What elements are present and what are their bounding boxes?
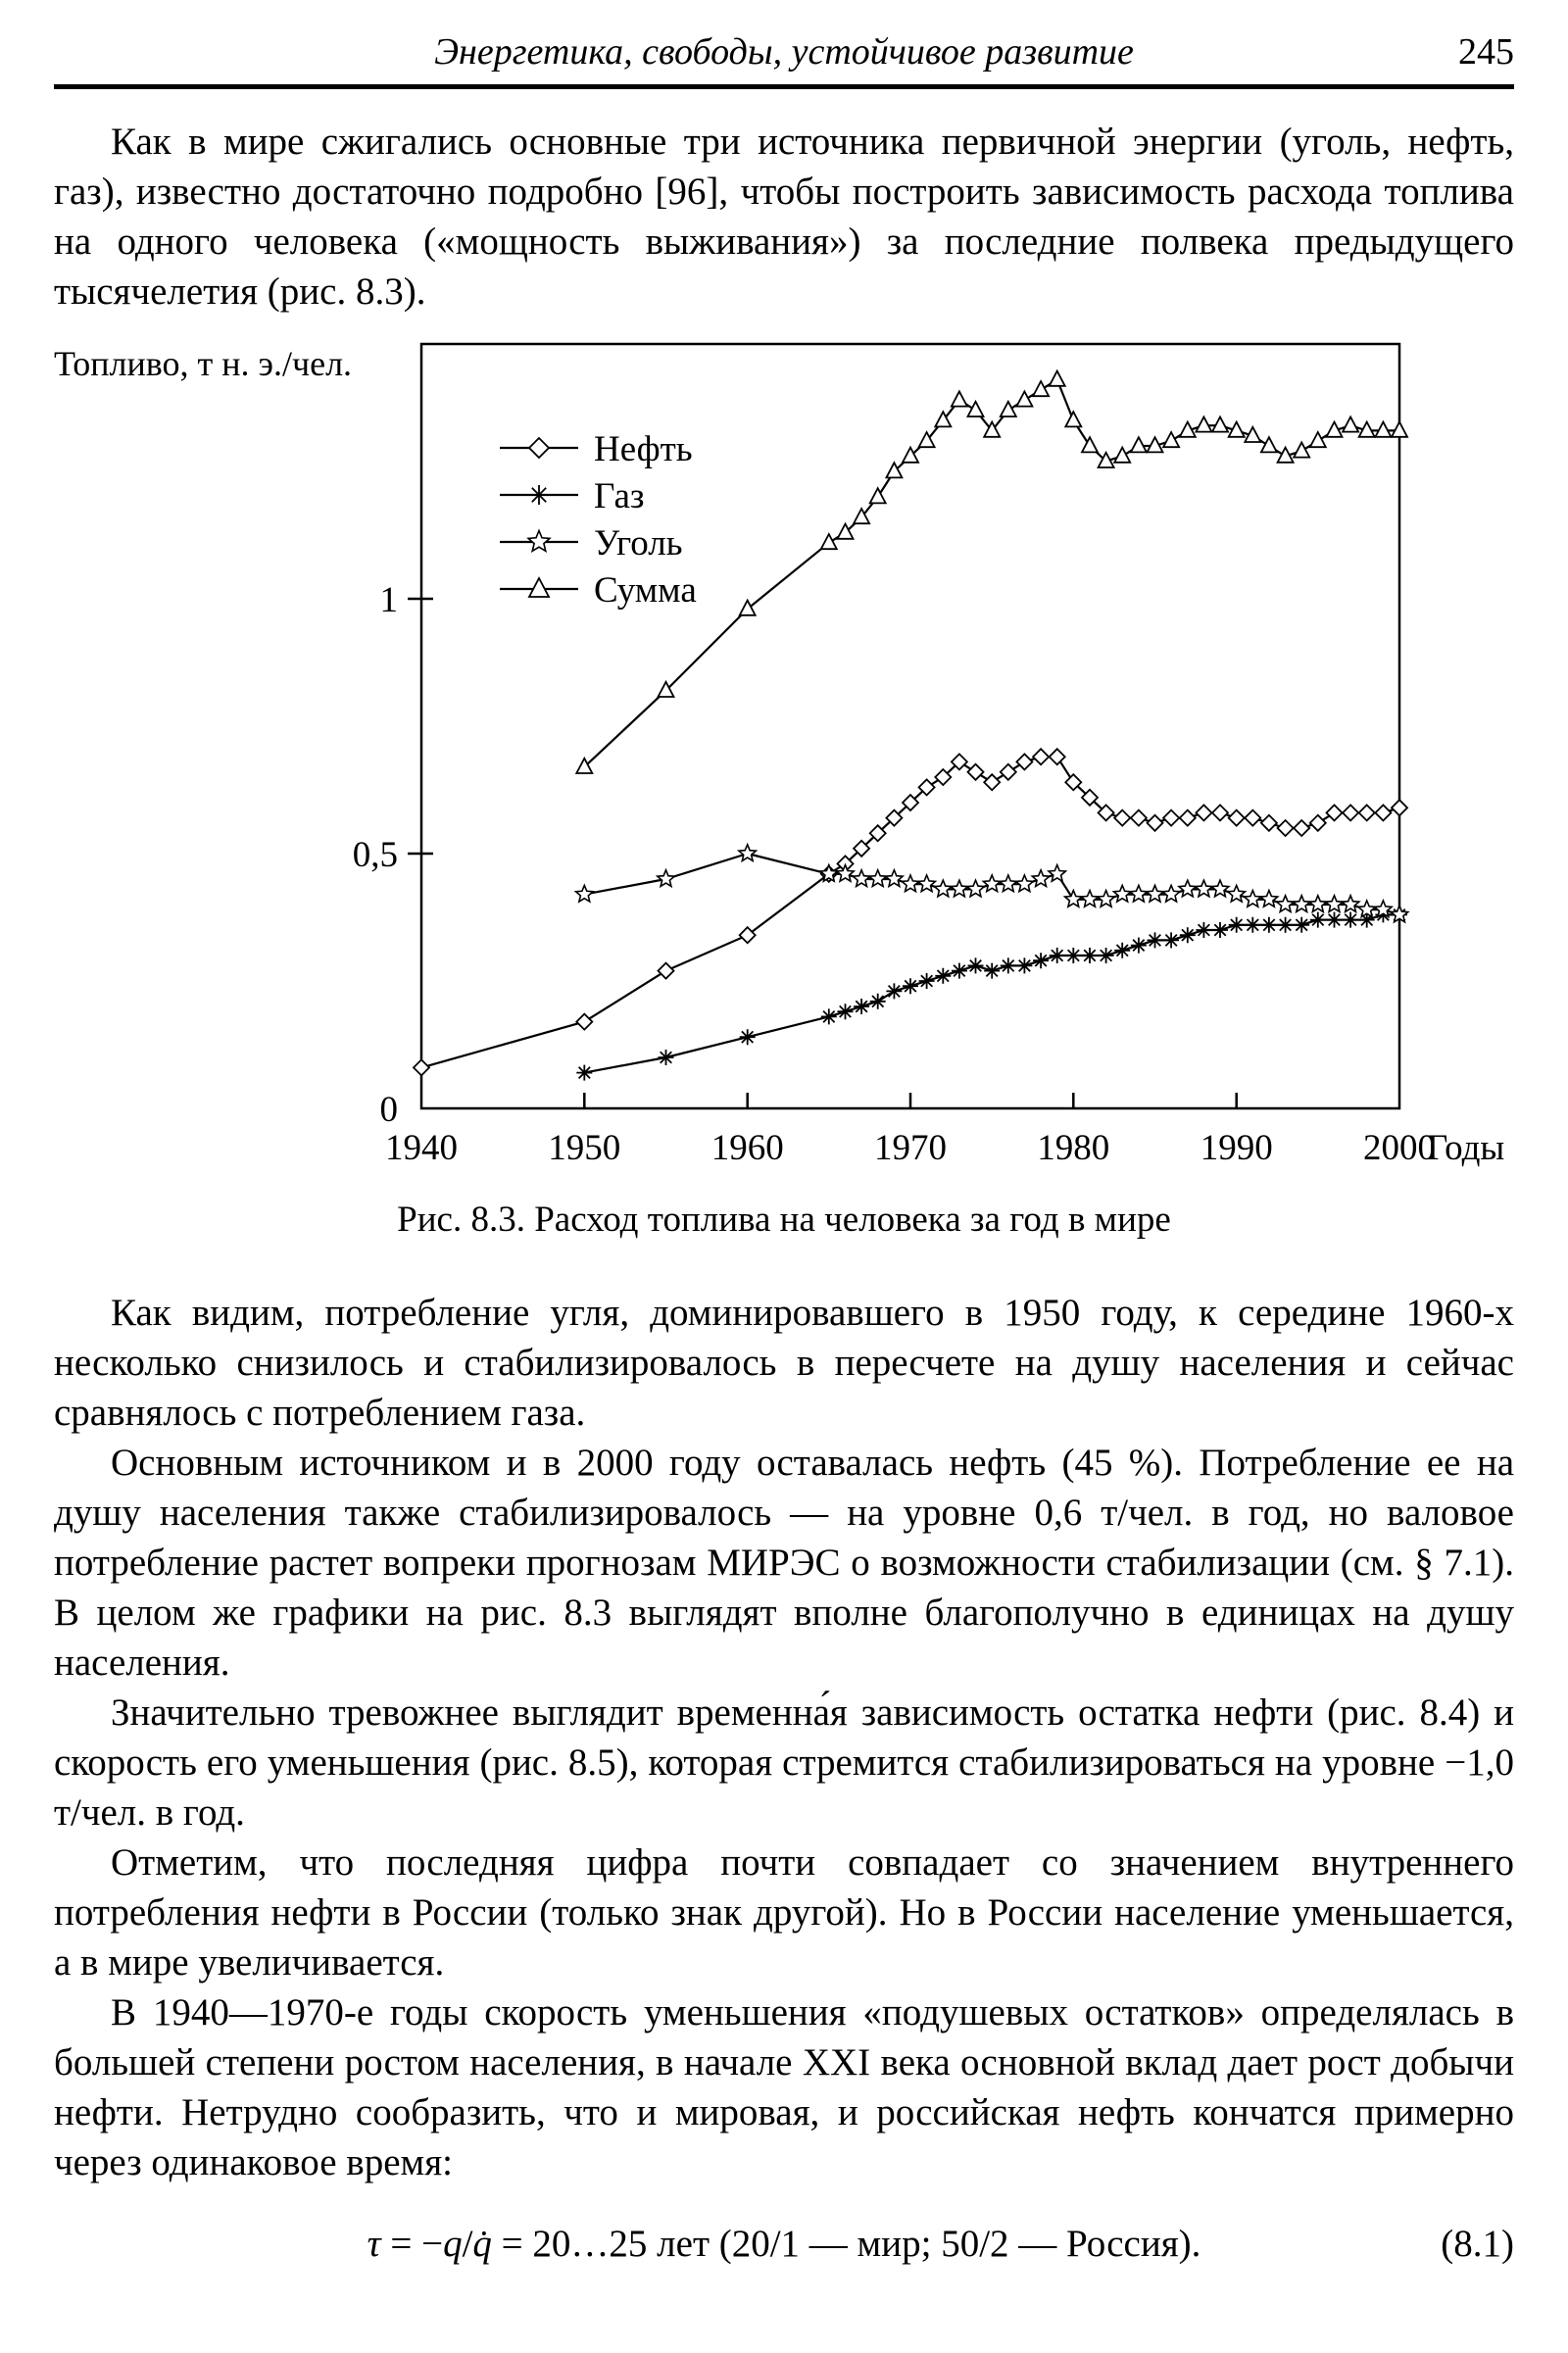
svg-text:Годы: Годы — [1427, 1128, 1505, 1168]
svg-text:Сумма: Сумма — [594, 570, 697, 611]
svg-text:Газ: Газ — [594, 476, 645, 516]
svg-text:1980: 1980 — [1037, 1128, 1110, 1168]
paragraph-russia: Отметим, что последняя цифра почти совпадает со значением внутреннего потребления нефти в России (только знак другой). Но в России население уменьшается, а в мире увеличивается. — [54, 1841, 1514, 1984]
svg-text:1970: 1970 — [874, 1128, 947, 1168]
figure-8-3 — [54, 330, 1514, 1245]
svg-text:Нефть: Нефть — [594, 429, 693, 469]
paragraph-depletion: В 1940—1970-е годы скорость уменьшения «подушевых остатков» определялась в большей степени ростом населения, в начале XXI века основной вклад дает рост добычи нефти. Нетрудно сообразить, что и мировая, и российская нефть кончатся примерно через одинаковое время: — [54, 1991, 1514, 2183]
paragraph-oil-share: Основным источником и в 2000 году оставалась нефть (45 %). Потребление ее на душу населения также стабилизировалось — на уровне 0,6 т/чел. в год, но валовое потребление растет вопреки прогнозам МИРЭС о возможности стабилизации (см. § 7.1). В целом же графики на рис. 8.3 выглядят вполне благополучно в единицах на душу населения. — [54, 1442, 1514, 1684]
svg-text:2000: 2000 — [1363, 1128, 1436, 1168]
figure-caption: Рис. 8.3. Расход топлива на человека за год в мире — [397, 1200, 1171, 1240]
equation-body: τ = −q/q̇ = 20…25 лет (20/1 — мир; 50/2 — Россия). — [367, 2223, 1201, 2265]
running-title: Энергетика, свободы, устойчивое развитие — [434, 31, 1134, 73]
svg-text:1960: 1960 — [710, 1128, 784, 1168]
svg-text:1950: 1950 — [548, 1128, 621, 1168]
equation-8-1 — [54, 2219, 1514, 2269]
svg-text:Топливо, т н. э./чел.: Топливо, т н. э./чел. — [54, 344, 353, 383]
svg-text:0: 0 — [379, 1090, 398, 1130]
paragraph-intro: Как в мире сжигались основные три источника первичной энергии (уголь, нефть, газ), известно достаточно подробно [96], чтобы построить зависимость расхода топлива на одного человека («мощность выживания») за последние полвека предыдущего тысячелетия (рис. 8.3). — [54, 121, 1514, 313]
svg-text:0,5: 0,5 — [352, 835, 398, 875]
svg-text:Уголь: Уголь — [594, 523, 683, 564]
paragraph-oil-remainder: Значительно тревожнее выглядит временна́я зависимость остатка нефти (рис. 8.4) и скорость его уменьшения (рис. 8.5), которая стремится стабилизироваться на уровне −1,0 т/чел. в год. — [54, 1691, 1514, 1834]
equation-number: (8.1) — [1441, 2223, 1514, 2265]
paragraph-coal: Как видим, потребление угля, доминировавшего в 1950 году, к середине 1960-х несколько снизилось и стабилизировалось в пересчете на душу населения и сейчас сравнялось с потреблением газа. — [54, 1292, 1514, 1434]
fuel-per-capita-chart — [54, 330, 1514, 1183]
svg-text:1940: 1940 — [385, 1128, 458, 1168]
svg-text:1: 1 — [379, 580, 398, 620]
page-header — [54, 29, 1514, 89]
page-number: 245 — [1458, 31, 1514, 73]
svg-text:1990: 1990 — [1200, 1128, 1273, 1168]
